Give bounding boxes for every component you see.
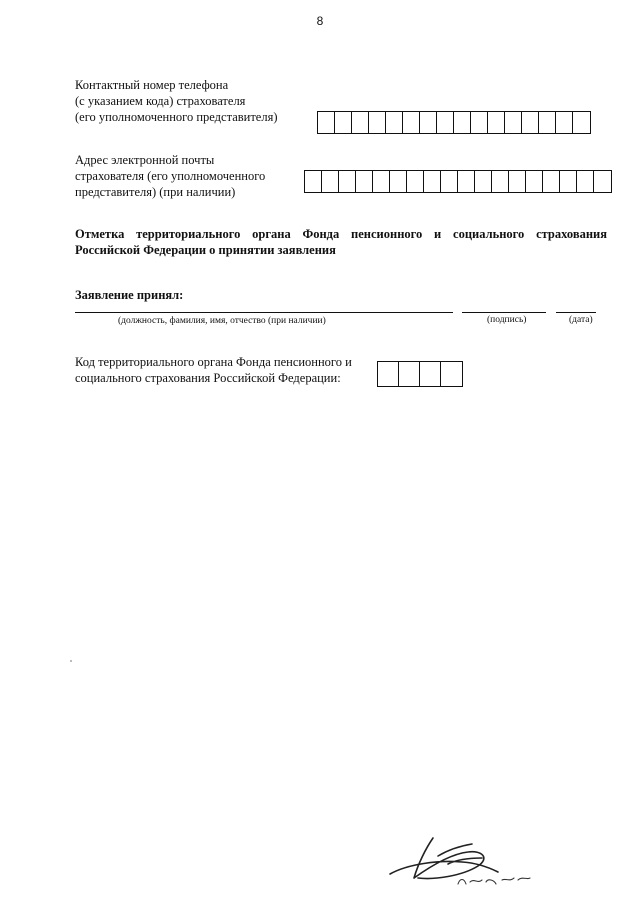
email-char-cell[interactable] (492, 171, 509, 192)
email-char-cell[interactable] (424, 171, 441, 192)
email-char-cell[interactable] (441, 171, 458, 192)
phone-digit-cell[interactable] (335, 112, 352, 133)
email-label (75, 152, 300, 200)
date-caption: (дата) (569, 315, 593, 325)
phone-digit-cell[interactable] (573, 112, 590, 133)
signature-line[interactable] (462, 312, 546, 313)
code-digit-cell[interactable] (441, 362, 462, 386)
phone-label-line-3: (его уполномоченного представителя) (75, 110, 278, 124)
email-char-cell[interactable] (458, 171, 475, 192)
phone-digit-cell[interactable] (318, 112, 335, 133)
phone-digit-cell[interactable] (488, 112, 505, 133)
email-label-line-1: Адрес электронной почты (75, 153, 215, 167)
name-caption: (должность, фамилия, имя, отчество (при наличии) (118, 316, 326, 326)
scan-mark (70, 660, 72, 662)
name-line[interactable] (75, 312, 453, 313)
phone-digit-cell[interactable] (556, 112, 573, 133)
code-digit-cell[interactable] (399, 362, 420, 386)
email-char-cell[interactable] (305, 171, 322, 192)
email-field[interactable] (304, 170, 612, 193)
phone-digit-cell[interactable] (369, 112, 386, 133)
signature-image (378, 828, 548, 894)
phone-digit-cell[interactable] (505, 112, 522, 133)
email-char-cell[interactable] (577, 171, 594, 192)
code-label (75, 354, 375, 386)
phone-label-line-1: Контактный номер телефона (75, 78, 229, 92)
email-char-cell[interactable] (322, 171, 339, 192)
phone-label (75, 77, 305, 125)
email-char-cell[interactable] (356, 171, 373, 192)
email-char-cell[interactable] (373, 171, 390, 192)
email-char-cell[interactable] (560, 171, 577, 192)
phone-number-field[interactable] (317, 111, 591, 134)
email-char-cell[interactable] (407, 171, 424, 192)
email-label-line-3: представителя) (при наличии) (75, 185, 236, 199)
phone-digit-cell[interactable] (471, 112, 488, 133)
phone-label-line-2: (с указанием кода) страхователя (75, 94, 246, 108)
email-char-cell[interactable] (594, 171, 611, 192)
phone-digit-cell[interactable] (437, 112, 454, 133)
accepted-label: Заявление принял: (75, 288, 184, 302)
email-char-cell[interactable] (475, 171, 492, 192)
email-char-cell[interactable] (526, 171, 543, 192)
phone-digit-cell[interactable] (522, 112, 539, 133)
phone-digit-cell[interactable] (403, 112, 420, 133)
email-char-cell[interactable] (543, 171, 560, 192)
phone-digit-cell[interactable] (539, 112, 556, 133)
code-label-line-2: социального страхования Российской Федерации: (75, 371, 341, 385)
email-char-cell[interactable] (339, 171, 356, 192)
phone-digit-cell[interactable] (454, 112, 471, 133)
phone-digit-cell[interactable] (352, 112, 369, 133)
phone-digit-cell[interactable] (386, 112, 403, 133)
code-digit-cell[interactable] (420, 362, 441, 386)
mark-section-title-line-1: Отметка территориального органа Фонда пенсионного и социального страхования (75, 227, 607, 241)
mark-section-title-line-2: Российской Федерации о принятии заявления (75, 243, 336, 257)
territorial-code-field[interactable] (377, 361, 463, 387)
code-label-line-1: Код территориального органа Фонда пенсионного и (75, 355, 352, 369)
page-number: 8 (316, 14, 324, 28)
email-char-cell[interactable] (509, 171, 526, 192)
email-char-cell[interactable] (390, 171, 407, 192)
signature-caption: (подпись) (487, 315, 527, 325)
email-label-line-2: страхователя (его уполномоченного (75, 169, 266, 183)
phone-digit-cell[interactable] (420, 112, 437, 133)
date-line[interactable] (556, 312, 596, 313)
code-digit-cell[interactable] (378, 362, 399, 386)
